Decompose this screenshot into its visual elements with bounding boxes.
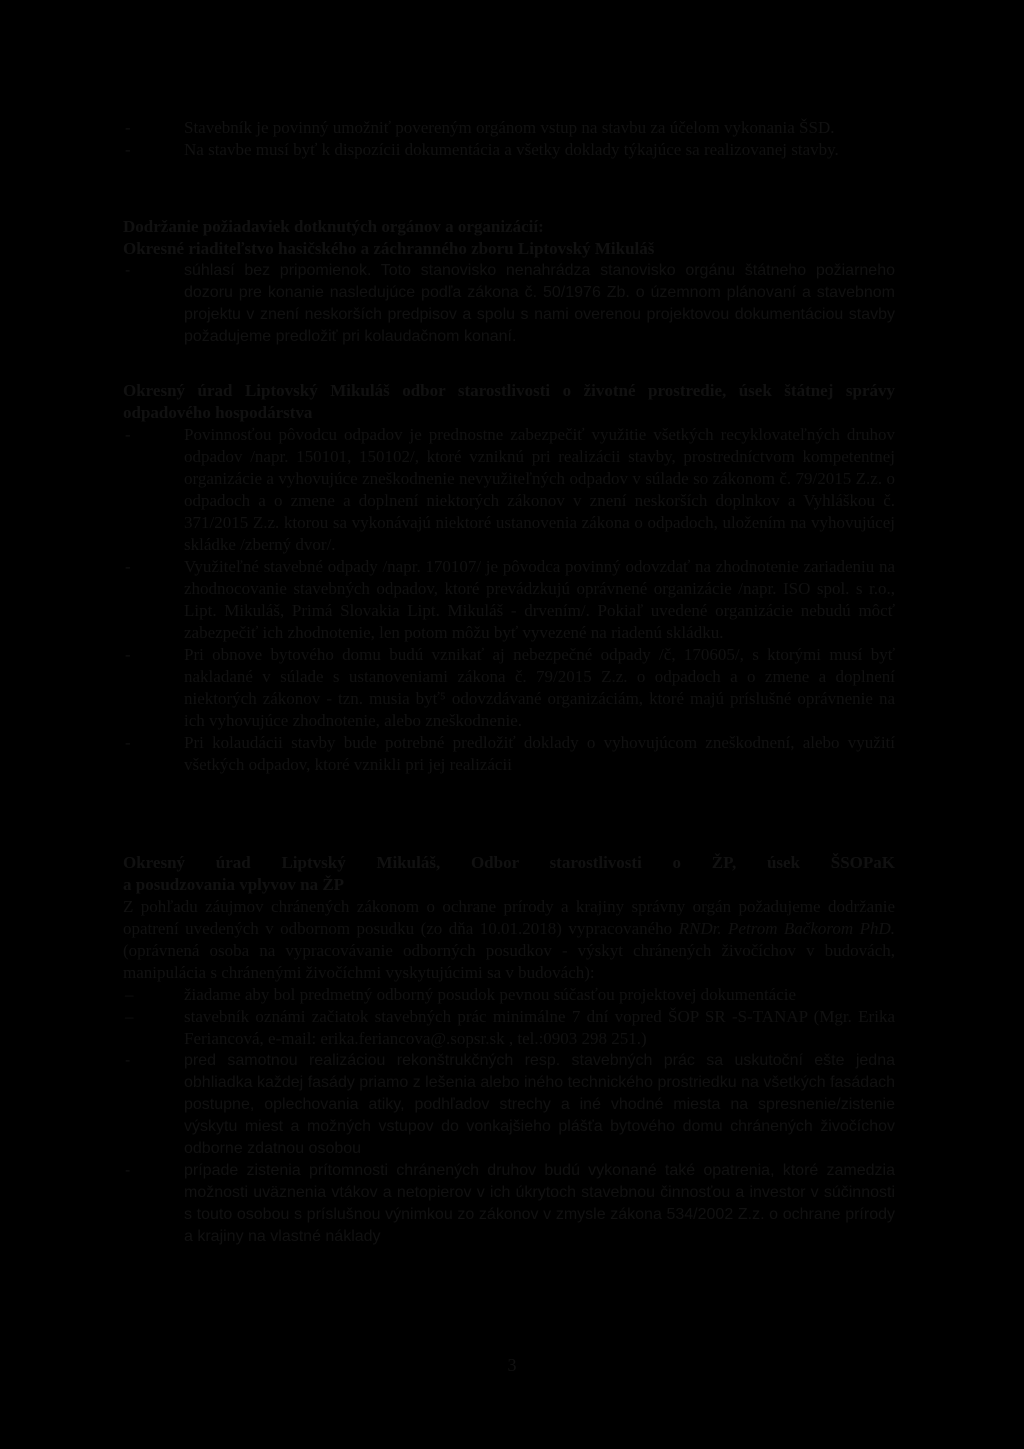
page-number: 3 <box>507 1355 517 1375</box>
list-item: - Povinnosťou pôvodcu odpadov je prednostne zabezpečiť využitie všetkých recyklovateľných druhov odpadov /napr. 150101, 150102/, ktoré vzniknú pri realizácii stavby, prostredníctvom kompetentnej organizácie a vyhovujúce zneškodnenie nevyužiteľných odpadov v súlade so zákonom č. 79/2015 Z.z. o odpadoch a o zmene a doplnení niektorých zákonov v znení neskorších doplnkov a Vyhláškou č. 371/2015 Z.z. ktorou sa vykonávajú niektoré ustanovenia zákona o odpadoch, uložením na vyhovujúcej skládke /zberný dvor/. <box>125 425 895 554</box>
list-item: - súhlasí bez pripomienok. Toto stanovisko nenahrádza stanovisko orgánu štátneho požiarneho dozoru pre konanie nasledujúce podľa zákona č. 50/1976 Zb. o územnom plánovaní a stavebnom projektu v znení neskorších predpisov a spolu s nami overenou projektovou dokumentáciou stavby požadujeme predložiť pri kolaudačnom konaní. <box>125 262 895 345</box>
list-item: - Na stavbe musí byť k dispozícii dokumentácia a všetky doklady týkajúce sa realizovanej stavby. <box>125 140 839 159</box>
list-item: - Stavebník je povinný umožniť povereným orgánom vstup na stavbu za účelom vykonania ŠSD. <box>125 118 835 137</box>
top-list <box>123 117 895 161</box>
section-heading-cont: a posudzovania vplyvov na ŽP <box>123 875 345 894</box>
fire-rescue-section <box>123 216 895 348</box>
nature-protection-section <box>123 852 895 1248</box>
section-heading: Okresný úrad Liptovský Mikuláš odbor starostlivosti o životné prostredie, úsek štátnej správy odpadového hospodárstva <box>123 381 895 422</box>
intro-paragraph: Z pohľadu záujmov chránených zákonom o ochrane prírody a krajiny správny orgán požadujeme dodržanie opatrení uvedených v odbornom posudku (zo dňa 10.01.2018) vypracovaného RNDr. Petrom Bačkorom PhD. (oprávnená osoba na vypracovávanie odborných posudkov - výskyt chránených živočíchov v budovách, manipulácia s chránenými živočíchmi vyskytujúcimi sa v budovách): <box>123 897 896 982</box>
list-item: - pred samotnou realizáciou rekonštrukčných resp. stavebných prác sa uskutoční ešte jedna obhliadka každej fasády priamo z lešenia alebo iného technického prostriedku na všetkých fasádach postupne, oplechovania atiky, podhľadov strechy a iné vhodné miesta na spresnenie/zistenie výskytu miest a možných vstupov do vonkajšieho plášťa bytového domu chránených živočíchov odborne zdatnou osobou <box>125 1052 895 1157</box>
waste-management-section <box>123 380 895 776</box>
section-subheading: Okresné riaditeľstvo hasičského a záchranného zboru Liptovský Mikuláš <box>123 239 655 258</box>
list-item: - prípade zistenia prítomnosti chránených druhov budú vykonané také opatrenia, ktoré zamedzia možnosti uväznenia vtákov a netopierov v ich úkrytoch stavebnou činnosťou a investor v súčinnosti s touto osobou s príslušnou výnimkou zo zákonov v zmysle zákona 534/2002 Z.z. o ochrane prírody a krajiny na vlastné náklady <box>125 1162 895 1245</box>
list-item: – stavebník oznámi začiatok stavebných prác minimálne 7 dní vopred ŠOP SR -S-TANAP (Mgr. Erika Feriancová, e-mail: erika.feriancova@.sopsr.sk , tel.:0903 298 251.) <box>125 1007 895 1048</box>
section-heading: Dodržanie požiadaviek dotknutých orgánov a organizácií: <box>123 217 544 236</box>
list-item: - Pri obnove bytového domu budú vznikať aj nebezpečné odpady /č, 170605/, s ktorými musí byť nakladané v súlade s ustanoveniami zákona č. 79/2015 Z.z. o odpadoch a o zmene a doplnení niektorých zákonov - tzn. musia byť⁵ odovzdávané organizáciám, ktoré majú príslušné oprávnenie na ich vyhovujúce zhodnotenie, alebo zneškodnenie. <box>125 645 895 730</box>
section-heading: Okresný úrad Liptvský Mikuláš, Odbor starostlivosti o ŽP, úsek ŠSOPaK <box>123 853 895 872</box>
list-item: – žiadame aby bol predmetný odborný posudok pevnou súčasťou projektovej dokumentácie <box>125 985 797 1004</box>
list-item: - Pri kolaudácii stavby bude potrebné predložiť doklady o vyhovujúcom zneškodnení, alebo využití všetkých odpadov, ktoré vznikli pri jej realizácii <box>125 733 895 774</box>
list-item: - Využiteľné stavebné odpady /napr. 170107/ je pôvodca povinný odovzdať na zhodnotenie zariadeniu na zhodnocovanie stavebných odpadov, ktoré prevádzkujú oprávnené organizácie /napr. ISO spol. s r.o., Lipt. Mikuláš, Primá Slovakia Lipt. Mikuláš - drvením/. Pokiaľ uvedené organizácie nebudú môcť zabezpečiť ich zhodnotenie, len potom môžu byť vyvezené na riadenú skládku. <box>125 557 895 642</box>
